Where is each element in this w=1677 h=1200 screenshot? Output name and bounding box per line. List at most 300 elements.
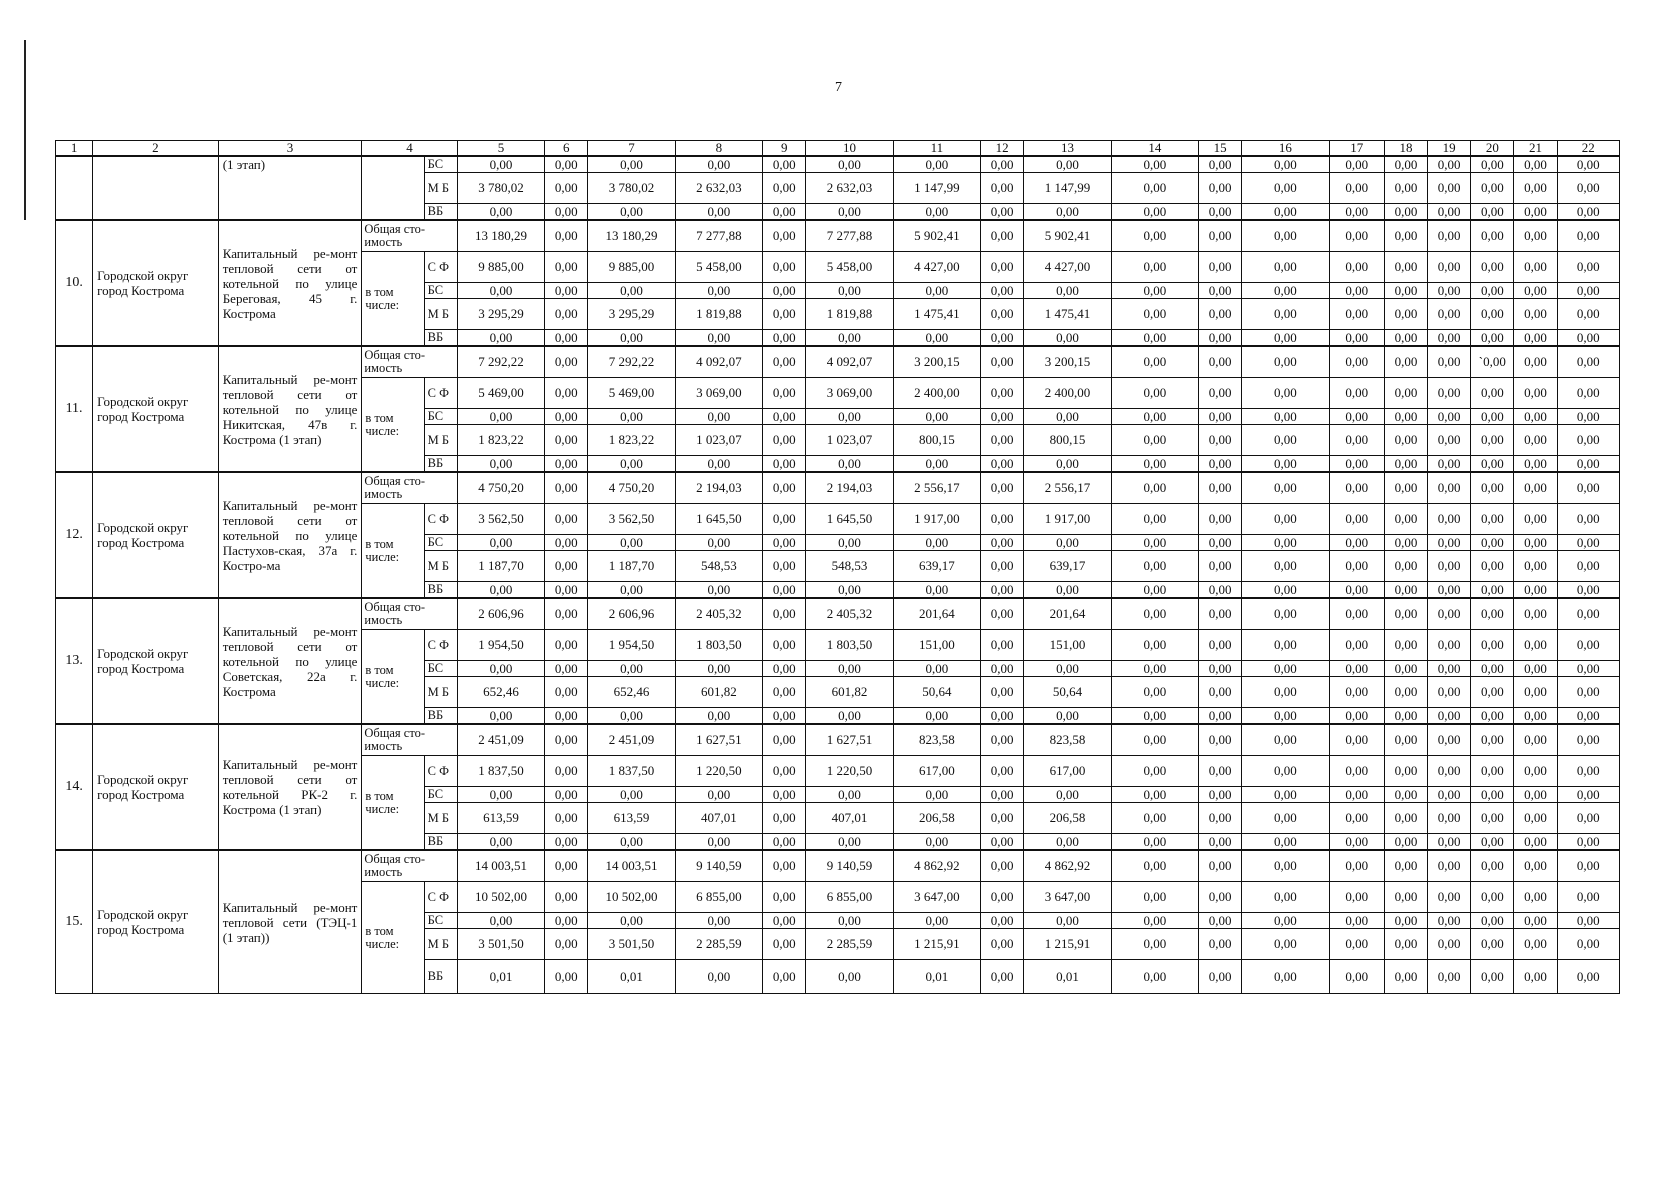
value-cell: 0,00: [1471, 960, 1514, 994]
value-cell: 0,00: [1111, 299, 1198, 330]
value-cell: 0,00: [1111, 803, 1198, 834]
value-cell: 0,00: [1199, 472, 1242, 504]
value-cell: 0,00: [1242, 913, 1329, 929]
value-cell: 0,00: [1384, 850, 1427, 882]
value-cell: 0,00: [1514, 960, 1557, 994]
value-cell: 0,00: [1329, 850, 1384, 882]
value-cell: 407,01: [675, 803, 762, 834]
sub-label-mb: М Б: [424, 425, 457, 456]
value-cell: 7 292,22: [457, 346, 544, 378]
value-cell: 201,64: [893, 598, 980, 630]
value-cell: 0,00: [1329, 551, 1384, 582]
value-cell: 0,00: [1199, 677, 1242, 708]
column-header-9: 9: [763, 141, 806, 157]
column-header-14: 14: [1111, 141, 1198, 157]
column-header-8: 8: [675, 141, 762, 157]
column-header-15: 15: [1199, 141, 1242, 157]
value-cell: 0,00: [1557, 582, 1619, 599]
value-cell: 0,00: [675, 283, 762, 299]
column-header-12: 12: [981, 141, 1024, 157]
value-cell: 0,00: [1471, 425, 1514, 456]
value-cell: 0,00: [981, 929, 1024, 960]
value-cell: 0,00: [893, 204, 980, 221]
value-cell: 0,00: [806, 834, 893, 851]
value-cell: 0,00: [1428, 756, 1471, 787]
value-cell: 0,00: [1242, 787, 1329, 803]
value-cell: 0,00: [1111, 204, 1198, 221]
value-cell: 1 187,70: [588, 551, 675, 582]
value-cell: 0,00: [1557, 708, 1619, 725]
value-cell: 0,00: [981, 299, 1024, 330]
page-number: 7: [835, 80, 842, 95]
row-group: Городской округ город Кострома: [93, 598, 219, 724]
sub-label-bs: БС: [424, 409, 457, 425]
value-cell: 6 855,00: [806, 882, 893, 913]
value-cell: 0,00: [1428, 299, 1471, 330]
value-cell: 0,00: [457, 156, 544, 173]
value-cell: 151,00: [1024, 630, 1111, 661]
value-cell: 0,00: [1199, 283, 1242, 299]
value-cell: 0,00: [1557, 756, 1619, 787]
value-cell: 5 902,41: [893, 220, 980, 252]
value-cell: 0,00: [981, 378, 1024, 409]
value-cell: 0,00: [1199, 929, 1242, 960]
value-cell: 0,00: [1557, 425, 1619, 456]
value-cell: 1 917,00: [893, 504, 980, 535]
value-cell: 0,00: [1428, 834, 1471, 851]
value-cell: 0,00: [1024, 708, 1111, 725]
value-cell: 0,00: [1384, 346, 1427, 378]
value-cell: 10 502,00: [457, 882, 544, 913]
value-cell: 0,00: [457, 661, 544, 677]
value-cell: 2 632,03: [806, 173, 893, 204]
value-cell: 5 458,00: [675, 252, 762, 283]
value-cell: 0,00: [1557, 504, 1619, 535]
row-description: (1 этап): [218, 156, 362, 220]
value-cell: 1 215,91: [893, 929, 980, 960]
value-cell: 0,00: [1514, 661, 1557, 677]
value-cell: 0,00: [1514, 598, 1557, 630]
value-cell: 0,00: [1111, 156, 1198, 173]
value-cell: 0,00: [1199, 456, 1242, 473]
value-cell: 0,00: [763, 173, 806, 204]
value-cell: 0,00: [1329, 346, 1384, 378]
value-cell: 0,00: [457, 330, 544, 347]
value-cell: 3 780,02: [457, 173, 544, 204]
value-cell: 0,00: [1111, 173, 1198, 204]
value-cell: 0,00: [1557, 173, 1619, 204]
value-cell: 1 823,22: [588, 425, 675, 456]
value-cell: 0,00: [981, 504, 1024, 535]
value-cell: 2 405,32: [806, 598, 893, 630]
value-cell: 0,00: [1557, 204, 1619, 221]
value-cell: 0,00: [1329, 677, 1384, 708]
value-cell: 0,00: [981, 456, 1024, 473]
row-description: Капитальный ре-монт тепловой сети от котельной по улице Пастухов-ская, 37а г. Костро-ма: [218, 472, 362, 598]
sub-label-sf: С Ф: [424, 504, 457, 535]
value-cell: 0,00: [588, 661, 675, 677]
value-cell: 0,00: [1199, 913, 1242, 929]
value-cell: 0,00: [1428, 787, 1471, 803]
value-cell: 0,00: [1111, 504, 1198, 535]
value-cell: 3 200,15: [1024, 346, 1111, 378]
value-cell: 3 647,00: [893, 882, 980, 913]
value-cell: 0,00: [1329, 173, 1384, 204]
row-description: Капитальный ре-монт тепловой сети (ТЭЦ-1 (1 этап)): [218, 850, 362, 994]
column-header-20: 20: [1471, 141, 1514, 157]
value-cell: 0,00: [1242, 220, 1329, 252]
value-cell: 0,00: [1329, 504, 1384, 535]
value-cell: 7 292,22: [588, 346, 675, 378]
column-header-1: 1: [56, 141, 93, 157]
value-cell: 0,00: [981, 787, 1024, 803]
value-cell: 0,00: [1428, 630, 1471, 661]
header-row: [56, 141, 1620, 157]
value-cell: 0,00: [1329, 803, 1384, 834]
value-cell: 0,00: [1024, 409, 1111, 425]
value-cell: 0,00: [1242, 299, 1329, 330]
value-cell: 0,00: [1557, 330, 1619, 347]
value-cell: 0,00: [1557, 299, 1619, 330]
value-cell: 0,00: [1428, 156, 1471, 173]
value-cell: 0,00: [1199, 299, 1242, 330]
value-cell: 0,00: [1428, 252, 1471, 283]
value-cell: 2 632,03: [675, 173, 762, 204]
value-cell: 0,00: [545, 677, 588, 708]
value-cell: 0,00: [763, 677, 806, 708]
value-cell: 0,00: [981, 220, 1024, 252]
value-cell: 0,00: [1384, 156, 1427, 173]
value-cell: 0,00: [806, 409, 893, 425]
value-cell: 0,00: [1428, 661, 1471, 677]
value-cell: 0,00: [1384, 330, 1427, 347]
value-cell: 0,00: [1514, 456, 1557, 473]
value-cell: 3 501,50: [457, 929, 544, 960]
value-cell: 0,00: [893, 582, 980, 599]
column-header-16: 16: [1242, 141, 1329, 157]
value-cell: 0,00: [1111, 456, 1198, 473]
value-cell: 0,00: [893, 283, 980, 299]
total-label: Общая сто-имость: [362, 850, 457, 882]
value-cell: 0,00: [1557, 960, 1619, 994]
value-cell: 9 885,00: [588, 252, 675, 283]
value-cell: 0,00: [1199, 378, 1242, 409]
value-cell: 0,00: [1329, 330, 1384, 347]
value-cell: 7 277,88: [675, 220, 762, 252]
column-header-13: 13: [1024, 141, 1111, 157]
table-row: [56, 598, 1620, 630]
value-cell: 800,15: [893, 425, 980, 456]
column-header-21: 21: [1514, 141, 1557, 157]
value-cell: 0,00: [981, 346, 1024, 378]
value-cell: 0,00: [806, 456, 893, 473]
value-cell: 1 803,50: [806, 630, 893, 661]
value-cell: 800,15: [1024, 425, 1111, 456]
value-cell: 2 285,59: [675, 929, 762, 960]
value-cell: 652,46: [457, 677, 544, 708]
value-cell: 0,00: [545, 551, 588, 582]
value-cell: 0,00: [1471, 756, 1514, 787]
value-cell: 0,00: [1428, 677, 1471, 708]
value-cell: 0,00: [588, 283, 675, 299]
value-cell: 2 400,00: [1024, 378, 1111, 409]
item-block-11: [56, 346, 1620, 472]
value-cell: 0,00: [1329, 378, 1384, 409]
value-cell: 0,00: [806, 283, 893, 299]
column-header-17: 17: [1329, 141, 1384, 157]
value-cell: 0,00: [1557, 787, 1619, 803]
value-cell: 0,00: [457, 456, 544, 473]
value-cell: 0,00: [457, 535, 544, 551]
value-cell: 0,00: [763, 551, 806, 582]
value-cell: 0,00: [1199, 803, 1242, 834]
value-cell: 0,00: [1471, 834, 1514, 851]
value-cell: 0,00: [1471, 913, 1514, 929]
value-cell: 6 855,00: [675, 882, 762, 913]
value-cell: 0,00: [1557, 378, 1619, 409]
value-cell: 0,00: [1471, 472, 1514, 504]
value-cell: 0,00: [545, 787, 588, 803]
sub-label-bs: БС: [424, 283, 457, 299]
value-cell: 0,00: [545, 330, 588, 347]
value-cell: 1 819,88: [675, 299, 762, 330]
row-index: 10.: [56, 220, 93, 346]
value-cell: 0,00: [1242, 535, 1329, 551]
value-cell: 0,00: [1557, 220, 1619, 252]
sub-label-mb: М Б: [424, 299, 457, 330]
value-cell: 0,00: [588, 456, 675, 473]
value-cell: 0,00: [893, 913, 980, 929]
value-cell: 3 295,29: [588, 299, 675, 330]
row-index: 13.: [56, 598, 93, 724]
row-group: Городской округ город Кострома: [93, 346, 219, 472]
value-cell: 0,00: [763, 708, 806, 725]
value-cell: 0,00: [1384, 425, 1427, 456]
table-row: [56, 156, 1620, 173]
value-cell: 0,00: [1199, 834, 1242, 851]
value-cell: 4 750,20: [588, 472, 675, 504]
value-cell: 0,00: [675, 708, 762, 725]
value-cell: 0,00: [806, 661, 893, 677]
value-cell: 0,00: [1428, 378, 1471, 409]
sub-label-vb: ВБ: [424, 582, 457, 599]
value-cell: 0,00: [981, 582, 1024, 599]
value-cell: 5 458,00: [806, 252, 893, 283]
value-cell: 0,00: [1557, 456, 1619, 473]
value-cell: 613,59: [588, 803, 675, 834]
value-cell: 0,00: [1111, 551, 1198, 582]
value-cell: 0,00: [1384, 960, 1427, 994]
value-cell: 0,00: [1199, 708, 1242, 725]
row-description: Капитальный ре-монт тепловой сети от котельной по улице Советская, 22а г. Кострома: [218, 598, 362, 724]
value-cell: 0,00: [1242, 929, 1329, 960]
value-cell: 0,00: [1024, 661, 1111, 677]
value-cell: 3 069,00: [806, 378, 893, 409]
value-cell: 0,00: [1199, 204, 1242, 221]
value-cell: 0,00: [1514, 630, 1557, 661]
value-cell: 0,00: [1329, 960, 1384, 994]
value-cell: 0,00: [1428, 535, 1471, 551]
value-cell: 0,00: [1199, 882, 1242, 913]
value-cell: 0,00: [1471, 173, 1514, 204]
value-cell: 1 837,50: [457, 756, 544, 787]
value-cell: 0,00: [1024, 913, 1111, 929]
value-cell: 0,00: [1514, 803, 1557, 834]
value-cell: 0,00: [1384, 913, 1427, 929]
value-cell: 0,00: [1111, 472, 1198, 504]
value-cell: 0,00: [545, 850, 588, 882]
row-index: [56, 156, 93, 220]
total-label: Общая сто-имость: [362, 724, 457, 756]
value-cell: 0,00: [1329, 535, 1384, 551]
column-header-6: 6: [545, 141, 588, 157]
value-cell: 0,00: [1514, 724, 1557, 756]
value-cell: 0,00: [588, 913, 675, 929]
value-cell: 0,00: [1199, 630, 1242, 661]
value-cell: 0,00: [1111, 677, 1198, 708]
value-cell: 0,00: [1557, 661, 1619, 677]
value-cell: 0,00: [981, 551, 1024, 582]
value-cell: 0,00: [545, 173, 588, 204]
value-cell: 0,00: [763, 409, 806, 425]
value-cell: 0,00: [1329, 882, 1384, 913]
value-cell: 0,00: [1242, 346, 1329, 378]
value-cell: 0,00: [1514, 882, 1557, 913]
value-cell: 0,00: [545, 252, 588, 283]
value-cell: 0,00: [1514, 787, 1557, 803]
value-cell: 0,00: [1242, 598, 1329, 630]
value-cell: 0,00: [1471, 535, 1514, 551]
value-cell: 0,00: [1384, 551, 1427, 582]
column-header-3: 3: [218, 141, 362, 157]
value-cell: 0,00: [1428, 960, 1471, 994]
value-cell: 0,00: [806, 708, 893, 725]
value-cell: 0,00: [1471, 156, 1514, 173]
value-cell: 0,00: [1329, 204, 1384, 221]
value-cell: 0,00: [1329, 913, 1384, 929]
value-cell: 639,17: [1024, 551, 1111, 582]
total-label: Общая сто-имость: [362, 472, 457, 504]
value-cell: 0,00: [981, 661, 1024, 677]
value-cell: 0,00: [545, 708, 588, 725]
value-cell: 0,00: [1329, 425, 1384, 456]
value-cell: 0,00: [1557, 630, 1619, 661]
value-cell: 0,00: [1514, 156, 1557, 173]
value-cell: 0,00: [1329, 598, 1384, 630]
value-cell: 0,00: [981, 708, 1024, 725]
value-cell: 0,00: [1514, 551, 1557, 582]
sub-label-sf: С Ф: [424, 252, 457, 283]
value-cell: 206,58: [1024, 803, 1111, 834]
value-cell: 1 627,51: [806, 724, 893, 756]
value-cell: 0,00: [1199, 661, 1242, 677]
value-cell: 0,00: [545, 582, 588, 599]
column-header-22: 22: [1557, 141, 1619, 157]
column-header-4: 4: [362, 141, 457, 157]
value-cell: 0,00: [1384, 252, 1427, 283]
value-cell: 1 023,07: [806, 425, 893, 456]
value-cell: 0,00: [545, 283, 588, 299]
value-cell: 4 862,92: [893, 850, 980, 882]
value-cell: 3 562,50: [588, 504, 675, 535]
value-cell: 0,00: [763, 582, 806, 599]
value-cell: 0,00: [545, 882, 588, 913]
value-cell: 0,00: [1471, 708, 1514, 725]
value-cell: 0,00: [675, 913, 762, 929]
value-cell: 2 405,32: [675, 598, 762, 630]
value-cell: 0,00: [1199, 220, 1242, 252]
value-cell: 2 194,03: [806, 472, 893, 504]
value-cell: 0,00: [981, 535, 1024, 551]
value-cell: 601,82: [806, 677, 893, 708]
value-cell: 0,00: [763, 472, 806, 504]
value-cell: 0,00: [763, 504, 806, 535]
value-cell: 0,00: [1242, 882, 1329, 913]
value-cell: 0,00: [1242, 156, 1329, 173]
value-cell: 0,00: [763, 803, 806, 834]
value-cell: 4 427,00: [1024, 252, 1111, 283]
column-header-18: 18: [1384, 141, 1427, 157]
value-cell: 7 277,88: [806, 220, 893, 252]
value-cell: 0,00: [1242, 850, 1329, 882]
value-cell: 1 917,00: [1024, 504, 1111, 535]
value-cell: 0,00: [1242, 756, 1329, 787]
value-cell: 4 092,07: [675, 346, 762, 378]
row-group: Городской округ город Кострома: [93, 850, 219, 994]
value-cell: 0,00: [1428, 724, 1471, 756]
value-cell: 0,00: [1557, 882, 1619, 913]
value-cell: 0,00: [1514, 425, 1557, 456]
value-cell: 0,00: [1384, 204, 1427, 221]
value-cell: 0,00: [893, 661, 980, 677]
value-cell: 3 069,00: [675, 378, 762, 409]
value-cell: 0,00: [1471, 409, 1514, 425]
value-cell: 14 003,51: [457, 850, 544, 882]
value-cell: 0,00: [981, 834, 1024, 851]
value-cell: 201,64: [1024, 598, 1111, 630]
value-cell: 0,00: [1024, 330, 1111, 347]
value-cell: 0,00: [1471, 630, 1514, 661]
value-cell: 1 023,07: [675, 425, 762, 456]
value-cell: 0,00: [1428, 409, 1471, 425]
value-cell: 0,00: [1514, 409, 1557, 425]
value-cell: 0,00: [763, 425, 806, 456]
continuation-block: [56, 156, 1620, 220]
value-cell: 0,00: [1384, 472, 1427, 504]
sub-label-vb: ВБ: [424, 960, 457, 994]
value-cell: 0,00: [545, 598, 588, 630]
value-cell: 1 187,70: [457, 551, 544, 582]
value-cell: 0,00: [981, 425, 1024, 456]
value-cell: 0,00: [893, 456, 980, 473]
value-cell: 0,00: [1111, 330, 1198, 347]
value-cell: 0,00: [1557, 724, 1619, 756]
value-cell: 0,00: [806, 913, 893, 929]
value-cell: 0,00: [763, 346, 806, 378]
value-cell: 206,58: [893, 803, 980, 834]
value-cell: 548,53: [806, 551, 893, 582]
value-cell: 0,00: [545, 724, 588, 756]
budget-table: [55, 140, 1620, 994]
value-cell: 0,00: [1514, 535, 1557, 551]
value-cell: 0,00: [1242, 724, 1329, 756]
value-cell: 0,00: [545, 756, 588, 787]
value-cell: 0,00: [981, 252, 1024, 283]
value-cell: 0,00: [1329, 156, 1384, 173]
value-cell: 0,00: [1242, 409, 1329, 425]
value-cell: 0,00: [1242, 173, 1329, 204]
value-cell: 0,00: [1329, 834, 1384, 851]
